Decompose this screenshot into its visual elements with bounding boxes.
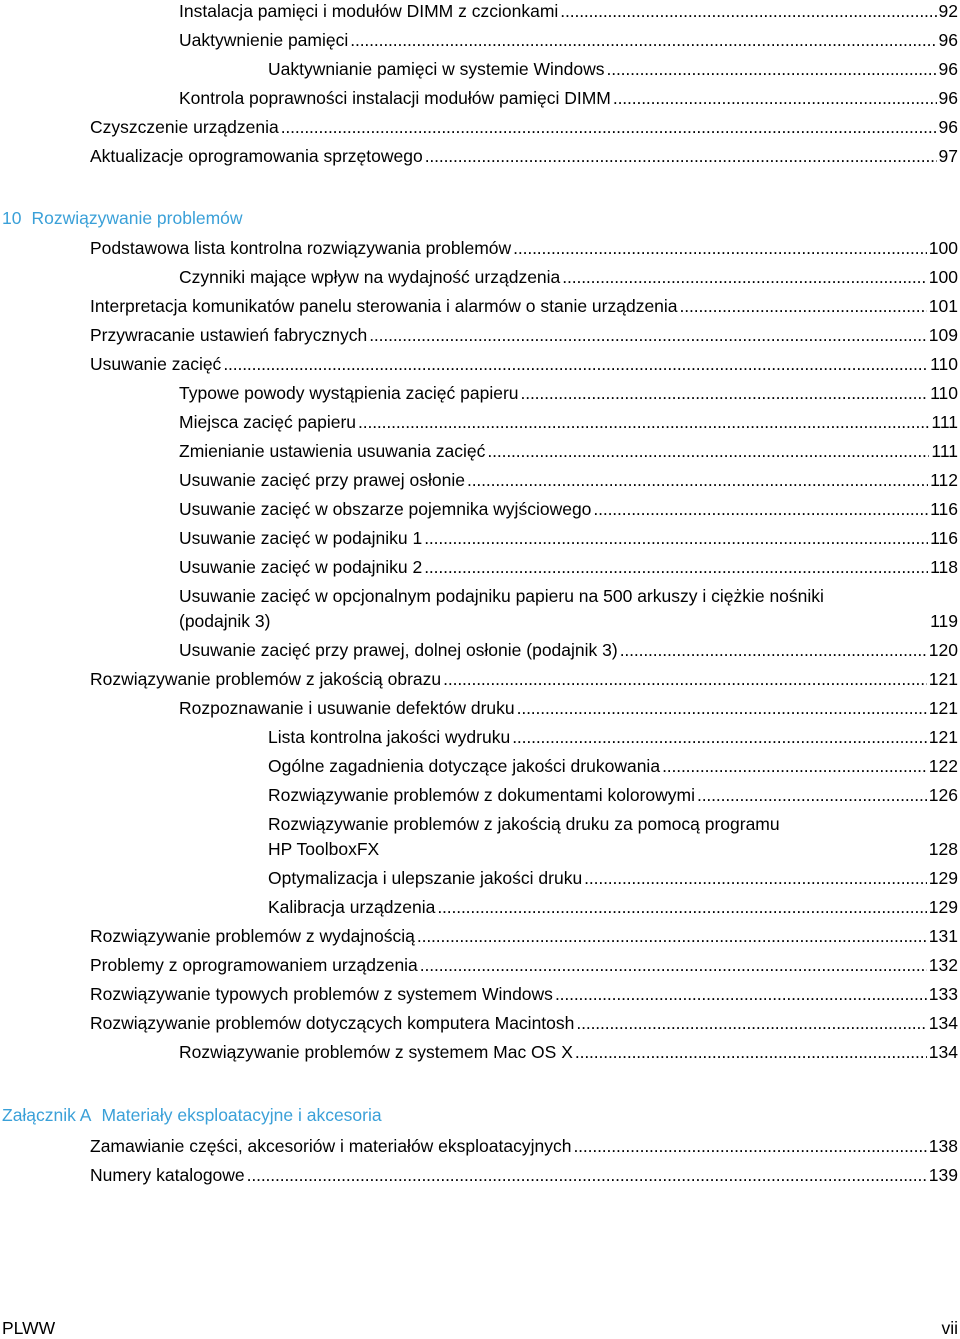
- chapter-heading[interactable]: 10 Rozwiązywanie problemów: [2, 208, 243, 228]
- toc-entry[interactable]: Zamawianie części, akcesoriów i materiałów eksploatacyjnych . . . 138: [90, 1135, 958, 1157]
- footer-page-number: vii: [941, 1318, 958, 1338]
- toc-entry[interactable]: Uaktywnianie pamięci w systemie Windows . . . 96: [268, 58, 958, 80]
- toc-entry[interactable]: Problemy z oprogramowaniem urządzenia . . . 132: [90, 954, 958, 976]
- toc-entry[interactable]: Usuwanie zacięć przy prawej osłonie . . . 112: [179, 469, 958, 491]
- toc-entry[interactable]: Miejsca zacięć papieru . . . 111: [179, 411, 958, 433]
- toc-entry[interactable]: Usuwanie zacięć przy prawej, dolnej osłonie (podajnik 3) . . . 120: [179, 639, 958, 661]
- toc-entry[interactable]: Instalacja pamięci i modułów DIMM z czcionkami . . . 92: [179, 0, 958, 22]
- toc-entry[interactable]: Rozwiązywanie problemów z jakością obrazu . . . 121: [90, 668, 958, 690]
- toc-entry[interactable]: Usuwanie zacięć w obszarze pojemnika wyjściowego . . . 116: [179, 498, 958, 520]
- toc-entry[interactable]: Rozwiązywanie problemów dotyczących komputera Macintosh . . . 134: [90, 1012, 958, 1034]
- toc-entry[interactable]: Rozwiązywanie problemów z systemem Mac OS X . . . 134: [179, 1041, 958, 1063]
- toc-entry[interactable]: Usuwanie zacięć w opcjonalnym podajniku papieru na 500 arkuszy i ciężkie nośniki (podajnik 3) 119: [179, 586, 958, 631]
- toc-entry[interactable]: Rozwiązywanie problemów z wydajnością . . . 131: [90, 925, 958, 947]
- toc-entry[interactable]: Czynniki mające wpływ na wydajność urządzenia . . . 100: [179, 266, 958, 288]
- footer-left-label: PLWW: [2, 1318, 56, 1338]
- toc-entry[interactable]: Aktualizacje oprogramowania sprzętowego . . . 97: [90, 145, 958, 167]
- toc-entry[interactable]: Przywracanie ustawień fabrycznych . . . 109: [90, 324, 958, 346]
- toc-entry[interactable]: Lista kontrolna jakości wydruku . . . 121: [268, 726, 958, 748]
- toc-entry[interactable]: Usuwanie zacięć w podajniku 1 . . . 116: [179, 527, 958, 549]
- toc-entry[interactable]: Uaktywnienie pamięci . . . 96: [179, 29, 958, 51]
- toc-entry[interactable]: Czyszczenie urządzenia . . . 96: [90, 116, 958, 138]
- toc-entry[interactable]: Rozwiązywanie typowych problemów z systemem Windows . . . 133: [90, 983, 958, 1005]
- toc-entry[interactable]: Usuwanie zacięć . . . 110: [90, 353, 958, 375]
- toc-entry[interactable]: Podstawowa lista kontrolna rozwiązywania problemów . . . 100: [90, 237, 958, 259]
- toc-entry[interactable]: Numery katalogowe . . . 139: [90, 1164, 958, 1186]
- toc-entry[interactable]: Ogólne zagadnienia dotyczące jakości drukowania . . . 122: [268, 755, 958, 777]
- toc-entry[interactable]: Interpretacja komunikatów panelu sterowania i alarmów o stanie urządzenia . . . 101: [90, 295, 958, 317]
- toc-entry[interactable]: Zmienianie ustawienia usuwania zacięć . . . 111: [179, 440, 958, 462]
- toc-entry[interactable]: Rozwiązywanie problemów z dokumentami kolorowymi . . . 126: [268, 784, 958, 806]
- toc-entry[interactable]: Rozwiązywanie problemów z jakością druku za pomocą programu HP ToolboxFX 128: [268, 814, 958, 859]
- toc-entry[interactable]: Optymalizacja i ulepszanie jakości druku . . . 129: [268, 867, 958, 889]
- toc-entry[interactable]: Kalibracja urządzenia . . . 129: [268, 896, 958, 918]
- toc-entry[interactable]: Rozpoznawanie i usuwanie defektów druku . . . 121: [179, 697, 958, 719]
- toc-entry[interactable]: Kontrola poprawności instalacji modułów pamięci DIMM . . . 96: [179, 87, 958, 109]
- toc-entry[interactable]: Usuwanie zacięć w podajniku 2 . . . 118: [179, 556, 958, 578]
- toc-entry[interactable]: Typowe powody wystąpienia zacięć papieru . . . 110: [179, 382, 958, 404]
- chapter-heading[interactable]: Załącznik A Materiały eksploatacyjne i akcesoria: [2, 1105, 382, 1125]
